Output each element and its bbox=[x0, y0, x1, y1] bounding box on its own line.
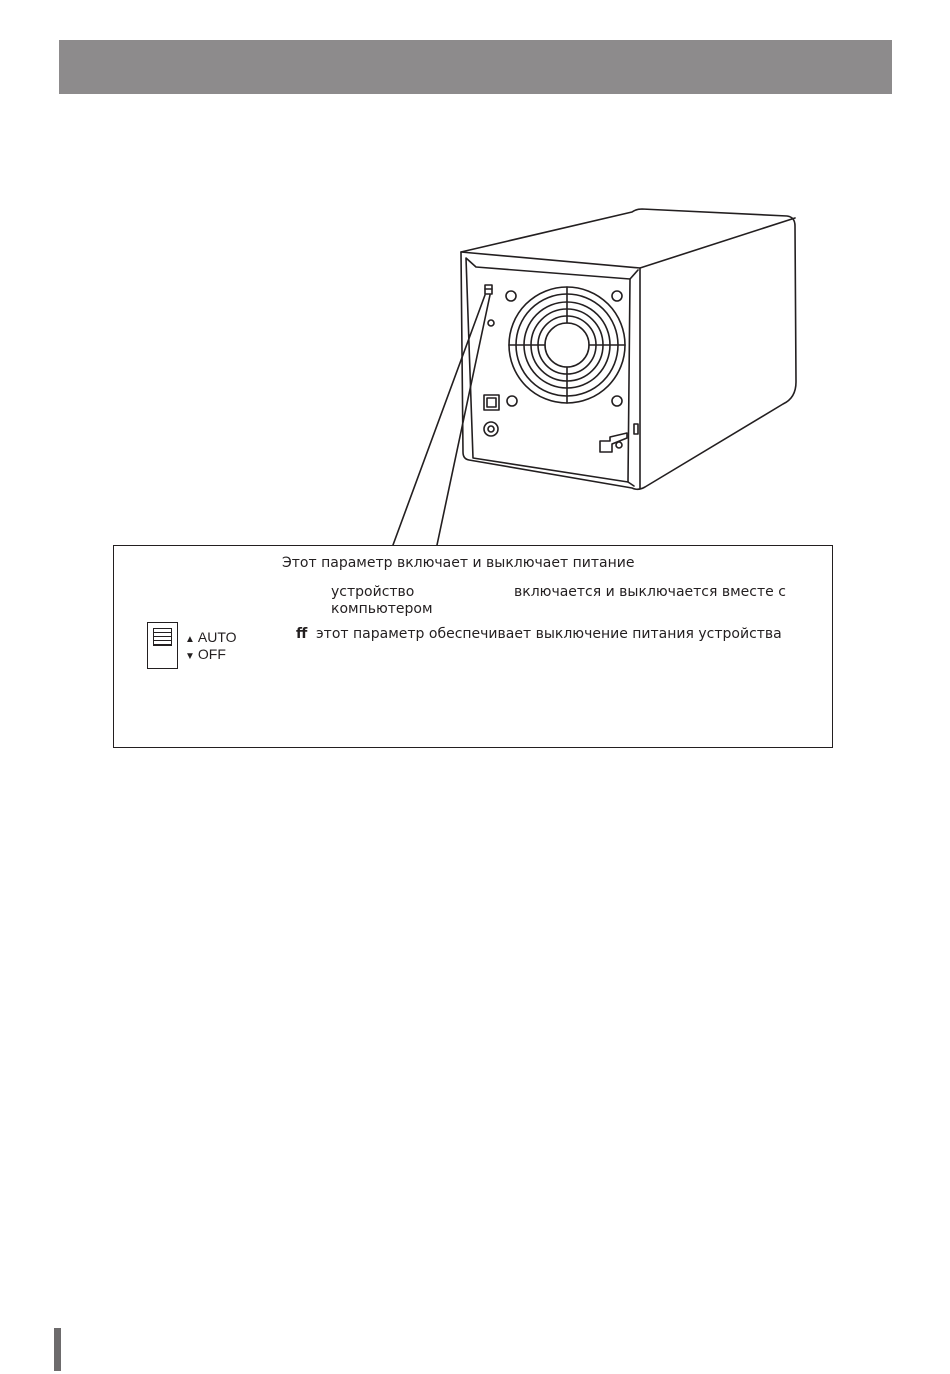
enclosure-top-edge bbox=[461, 218, 795, 268]
callout-intro-text: Этот параметр включает и выключает питание bbox=[282, 555, 635, 571]
drive-enclosure-illustration bbox=[0, 0, 950, 560]
cable-clip-icon bbox=[600, 433, 627, 452]
callout-leader bbox=[393, 295, 490, 545]
auto-label: AUTO bbox=[197, 629, 237, 645]
up-arrow-icon: ▲ bbox=[185, 634, 195, 645]
power-mode-switch-icon bbox=[485, 285, 492, 294]
switch-knob bbox=[153, 628, 172, 646]
cooling-fan-grille-icon bbox=[509, 287, 625, 403]
front-inner-frame bbox=[466, 258, 630, 482]
usb-port-icon bbox=[484, 395, 499, 410]
auto-mode-description: включается и выключается вместе с bbox=[514, 584, 786, 600]
auto-mode-description-cont: компьютером bbox=[331, 601, 433, 617]
off-mode-marker: ff bbox=[296, 626, 308, 642]
security-slot-icon bbox=[634, 424, 638, 434]
page-edge-marker bbox=[54, 1328, 61, 1371]
off-label: OFF bbox=[197, 646, 226, 662]
power-jack-icon bbox=[484, 422, 498, 436]
down-arrow-icon: ▼ bbox=[185, 651, 195, 662]
off-position-label bbox=[185, 647, 226, 664]
auto-mode-term: устройство bbox=[331, 584, 415, 600]
auto-position-label bbox=[185, 630, 237, 647]
slide-switch-icon bbox=[147, 622, 178, 669]
off-mode-description: этот параметр обеспечивает выключение питания устройства bbox=[316, 626, 782, 642]
